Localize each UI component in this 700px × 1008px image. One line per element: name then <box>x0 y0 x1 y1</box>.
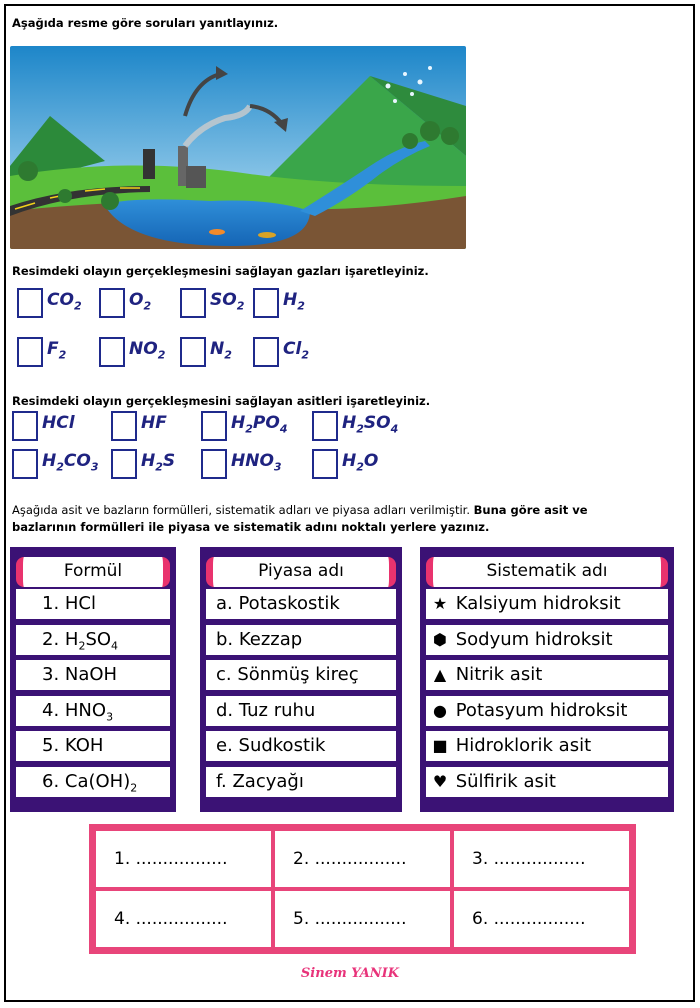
gas-option-no2[interactable]: $NO_2$ <box>99 337 165 367</box>
star-icon: ★ <box>432 594 448 613</box>
checkbox[interactable] <box>111 411 137 441</box>
acid-option[interactable] <box>312 449 378 479</box>
gas-option-n2[interactable]: $N_2$ <box>180 337 232 367</box>
instructions-paragraph: Aşağıda asit ve bazların formülleri, sistematik adları ve piyasa adları verilmiştir. Buna göre asit ve bazlarının formülleri ile piyasa ve sistematik adını noktalı yerlere yazınız. <box>12 503 588 534</box>
acid-option[interactable] <box>12 449 98 479</box>
acid-formula: HCl <box>42 413 75 433</box>
formula-item: 6. $Ca(OH)_2$ <box>16 767 170 797</box>
acid-option[interactable] <box>111 449 175 479</box>
answer-cell-3[interactable]: 3. ................. <box>452 829 631 889</box>
gas-option-o2[interactable]: $O_2$ <box>99 288 151 318</box>
checkbox[interactable] <box>201 411 227 441</box>
formula-item: 3. NaOH <box>16 660 170 690</box>
square-icon: ■ <box>432 736 448 755</box>
answer-cell-2[interactable]: 2. ................. <box>273 829 452 889</box>
systematic-name-item: ▲ Nitrik asit <box>426 660 668 690</box>
gas-option-cl2[interactable]: $Cl_2$ <box>253 337 309 367</box>
checkbox[interactable] <box>180 288 206 318</box>
acid-formula: $H_2PO_4$ <box>231 413 288 436</box>
market-name-header: Piyasa adı <box>206 557 396 587</box>
acid-formula: $H_2S$ <box>141 451 176 474</box>
market-name-item: f. Zacyağı <box>206 767 396 797</box>
systematic-name-item: ⬢ Sodyum hidroksit <box>426 625 668 655</box>
checkbox[interactable] <box>17 337 43 367</box>
acid-option[interactable] <box>312 411 398 441</box>
systematic-name-item: ■ Hidroklorik asit <box>426 731 668 761</box>
answer-cell-4[interactable]: 4. ................. <box>94 889 273 949</box>
checkbox[interactable] <box>111 449 137 479</box>
formula-item: 2. $H_2SO_4$ <box>16 625 170 655</box>
acid-rain-illustration <box>10 46 466 249</box>
answer-cell-6[interactable]: 6. ................. <box>452 889 631 949</box>
triangle-icon: ▲ <box>433 665 447 684</box>
gases-question: Resimdeki olayın gerçekleşmesini sağlayan gazları işaretleyiniz. <box>12 264 429 278</box>
formula-header: Formül <box>16 557 170 587</box>
acid-formula: $HNO_3$ <box>231 451 282 474</box>
acid-option[interactable] <box>12 411 75 441</box>
heart-icon: ♥ <box>432 772 448 791</box>
acids-question: Resimdeki olayın gerçekleşmesini sağlayan asitleri işaretleyiniz. <box>12 394 431 408</box>
checkbox[interactable] <box>312 449 338 479</box>
acid-option[interactable] <box>201 411 287 441</box>
market-name-item: d. Tuz ruhu <box>206 696 396 726</box>
gas-option-co2[interactable]: $CO_2$ <box>17 288 82 318</box>
checkbox[interactable] <box>180 337 206 367</box>
acid-option[interactable] <box>111 411 167 441</box>
answer-cell-5[interactable]: 5. ................. <box>273 889 452 949</box>
checkbox[interactable] <box>201 449 227 479</box>
formula-item: 4. $HNO_3$ <box>16 696 170 726</box>
circle-icon: ● <box>433 701 447 720</box>
market-name-item: e. Sudkostik <box>206 731 396 761</box>
acid-option[interactable] <box>201 449 282 479</box>
acid-formula: $H_2SO_4$ <box>342 413 399 436</box>
checkbox[interactable] <box>99 337 125 367</box>
market-name-column <box>200 547 402 812</box>
checkbox[interactable] <box>312 411 338 441</box>
intro-text: Aşağıda resme göre soruları yanıtlayınız. <box>12 16 279 30</box>
formula-column <box>10 547 176 812</box>
acid-formula: HF <box>141 413 167 433</box>
checkbox[interactable] <box>17 288 43 318</box>
checkbox[interactable] <box>12 411 38 441</box>
author-name: Sinem YANIK <box>300 966 400 981</box>
hexagon-icon: ⬢ <box>433 630 447 649</box>
acid-formula: $H_2CO_3$ <box>42 451 99 474</box>
formula-item: 5. KOH <box>16 731 170 761</box>
answer-grid <box>89 824 636 954</box>
checkbox[interactable] <box>253 288 279 318</box>
formula-item: 1. HCl <box>16 589 170 619</box>
gas-option-so2[interactable]: $SO_2$ <box>180 288 244 318</box>
gas-option-h2[interactable]: $H_2$ <box>253 288 305 318</box>
market-name-item: a. Potaskostik <box>206 589 396 619</box>
systematic-name-item: ★ Kalsiyum hidroksit <box>426 589 668 619</box>
systematic-name-item: ● Potasyum hidroksit <box>426 696 668 726</box>
checkbox[interactable] <box>99 288 125 318</box>
answer-cell-1[interactable]: 1. ................. <box>94 829 273 889</box>
systematic-name-item: ♥ Sülfirik asit <box>426 767 668 797</box>
gas-option-f2[interactable]: $F_2$ <box>17 337 66 367</box>
market-name-item: b. Kezzap <box>206 625 396 655</box>
market-name-item: c. Sönmüş kireç <box>206 660 396 690</box>
checkbox[interactable] <box>12 449 38 479</box>
systematic-name-header: Sistematik adı <box>426 557 668 587</box>
checkbox[interactable] <box>253 337 279 367</box>
acid-formula: $H_2O$ <box>342 451 379 474</box>
systematic-name-column <box>420 547 674 812</box>
